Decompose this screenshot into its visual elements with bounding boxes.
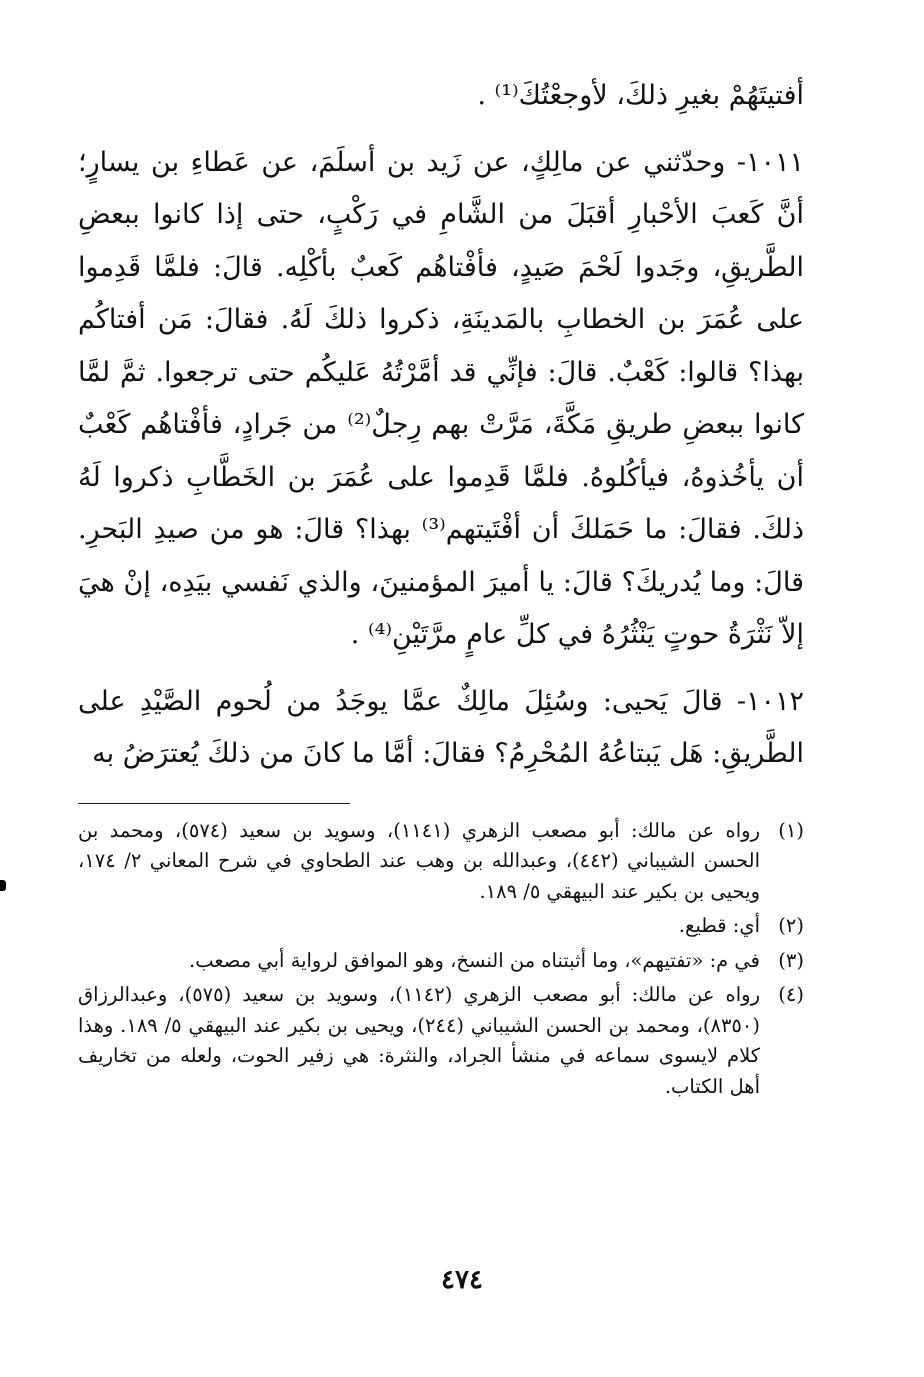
edge-mark	[0, 880, 6, 891]
footnote-number: (٤)	[778, 983, 804, 1006]
page-body	[78, 70, 804, 1106]
footnotes	[78, 816, 804, 1103]
footnote-text: في م: «تفتيهم»، وما أثبتناه من النسخ، وهو الموافق لرواية أبي مصعب.	[189, 948, 760, 972]
footnote-2	[78, 911, 804, 942]
footnote-number: (٢)	[778, 914, 804, 937]
footnote-1	[78, 816, 804, 908]
paragraph-continuation: أفتيتَهُمْ بغيرِ ذلكَ، لأوجعْتُكَ⁽¹⁾ .	[477, 80, 804, 111]
footnote-separator-wrap	[78, 803, 804, 804]
page-number: ٤٧٤	[441, 1265, 483, 1295]
footnote-separator	[78, 803, 350, 804]
footnote-text: أي: قطيع.	[678, 914, 760, 937]
footnote-number: (٣)	[778, 948, 804, 972]
footnote-3	[78, 946, 804, 977]
footnote-number: (١)	[778, 818, 804, 842]
footnote-text: رواه عن مالك: أبو مصعب الزهري (١١٤٢)، وسويد بن سعيد (٥٧٥)، وعبدالرزاق (٨٣٥٠)، ومحمد بن الحسن الشيباني (٢٤٤)، ويحيى بن بكير عند البيهقي ٥/ ١٨٩. وهذا كلام لايسوى سماعه في منشأ الجراد، والنثرة: هي زفير الحوت، ولعله من تخاريف أهل الكتاب.	[78, 983, 760, 1098]
footnote-4	[78, 980, 804, 1102]
paragraph-1012: ١٠١٢- قالَ يَحيى: وسُئِلَ مالِكٌ عمَّا يوجَدُ من لُحوم الصَّيْدِ على الطَّريقِ: هَل يَبتاعُهُ المُحْرِمُ؟ فقالَ: أمَّا ما كانَ من ذلكَ يُعترَضُ به	[78, 685, 804, 769]
main-text	[78, 70, 804, 781]
footnote-text: رواه عن مالك: أبو مصعب الزهري (١١٤١)، وسويد بن سعيد (٥٧٤)، ومحمد بن الحسن الشيباني (٤٤٢)، وعبدالله بن وهب عند الطحاوي في شرح المعاني ٢/ ١٧٤، ويحيى بن بكير عند البيهقي ٥/ ١٨٩.	[78, 818, 760, 903]
paragraph-1011: ١٠١١- وحدّثني عن مالِكٍ، عن زَيد بن أسلَمَ، عن عَطاءِ بن يسارٍ؛ أنَّ كَعبَ الأحْبارِ أقبَلَ من الشَّامِ في رَكْبٍ، حتى إذا كانوا ببعضِ الطَّريقِ، وجَدوا لَحْمَ صَيدٍ، فأفْتاهُم كَعبٌ بأكْلِه. قالَ: فلمَّا قَدِموا على عُمَرَ بن الخطابِ بالمَدينَةِ، ذكروا ذلكَ لَهُ. فقالَ: مَن أفتاكُم بهذا؟ قالوا: كَعْبٌ. قالَ: فإنِّي قد أمَّرْتُهُ عَليكُم حتى ترجعوا. ثمَّ لمَّا كانوا ببعضِ طريقِ مَكَّةَ، مَرَّتْ بهم رِجلٌ⁽²⁾ من جَرادٍ، فأفْتاهُم كَعْبٌ أن يأخُذوهُ، فيأكُلوهُ. فلمَّا قَدِموا على عُمَرَ بن الخَطَّابِ ذكروا لَهُ ذلكَ. فقالَ: ما حَمَلكَ أن أفْتَيتهم⁽³⁾ بهذا؟ قالَ: هو من صيدِ البَحرِ. قالَ: وما يُدريكَ؟ قالَ: يا أميرَ المؤمنينَ، والذي نَفسي بيَدِه، إنْ هيَ إلاّ نَثْرَةُ حوتٍ يَنْثُرُهُ في كلِّ عامٍ مرَّتَيْنِ⁽⁴⁾ .	[78, 146, 804, 650]
